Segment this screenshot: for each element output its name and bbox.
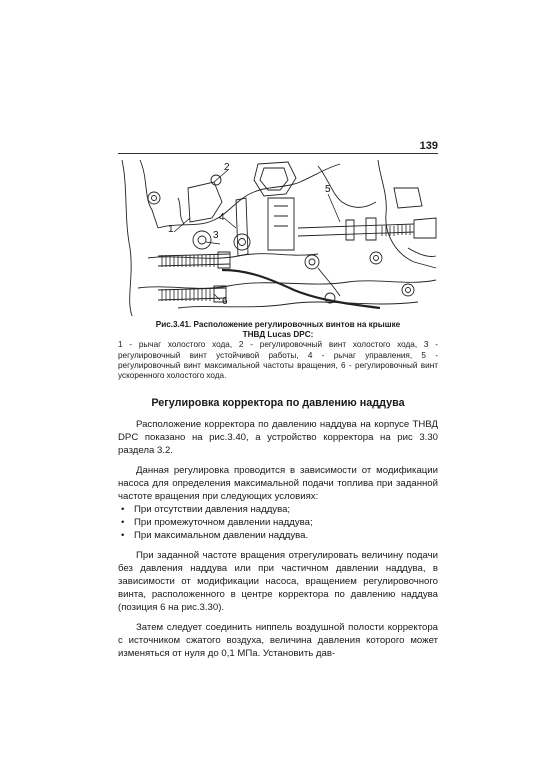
- paragraph-1: Расположение корректора по давлению наддува на корпусе ТНВД DPC показано на рис.3.40, а устройство корректора на рис 3.30 раздела 3.2.: [118, 419, 438, 456]
- paragraph-2: Данная регулировка проводится в зависимости от модификации насоса для определения максимальной подачи топлива при заданной частоте вращения при следующих условиях:: [118, 465, 438, 502]
- bullet-icon: •: [121, 504, 125, 515]
- engine-line-drawing: [118, 158, 438, 318]
- list-item-text: При максимальном давлении наддува.: [134, 530, 309, 541]
- caption-title-line1: Рис.3.41. Расположение регулировочных винтов на крышке: [155, 320, 401, 329]
- callout-2: 2: [224, 162, 230, 173]
- list-item: [118, 503, 438, 516]
- list-item-text: При отсутствии давления наддува;: [134, 504, 291, 515]
- page-number: 139: [419, 140, 438, 152]
- body-text: [118, 418, 438, 660]
- callout-1: 1: [168, 224, 174, 235]
- paragraph-4: Затем следует соединить ниппель воздушной полости корректора с источником сжатого воздуха, величина давления которого может изменяться от нуля до 0,1 МПа. Установить дав-: [118, 622, 438, 659]
- figure-caption: [118, 320, 438, 381]
- bullet-icon: •: [121, 517, 125, 528]
- section-heading: Регулировка корректора по давлению наддува: [151, 397, 405, 409]
- list-item-text: При промежуточном давлении наддува;: [134, 517, 313, 528]
- list-item: [118, 516, 438, 529]
- conditions-list: [118, 503, 438, 542]
- list-item: [118, 529, 438, 542]
- header-rule: [118, 153, 438, 154]
- figure-engine-drawing: [118, 158, 438, 318]
- caption-body: 1 - рычаг холостого хода, 2 - регулировочный винт холостого хода, 3 - регулировочный винт устойчивой работы, 4 - рычаг управления, 5 - регулировочный винт максимальной частоты вращения, 6 - регулировочный винт ускоренного холостого хода.: [118, 340, 438, 381]
- callout-5: 5: [325, 184, 331, 195]
- paragraph-3: При заданной частоте вращения отрегулировать величину подачи без давления наддува или при частичном давлении наддува, в зависимости от модификации насоса, вращением регулировочного винта, расположенного в центре корректора по давлению наддува (позиция 6 на рис.3.30).: [118, 550, 438, 613]
- caption-title-line2: ТНВД Lucas DPC:: [242, 330, 314, 340]
- bullet-icon: •: [121, 530, 125, 541]
- callout-4: 4: [219, 212, 225, 223]
- callout-3: 3: [213, 230, 219, 241]
- callout-6: 6: [222, 296, 228, 307]
